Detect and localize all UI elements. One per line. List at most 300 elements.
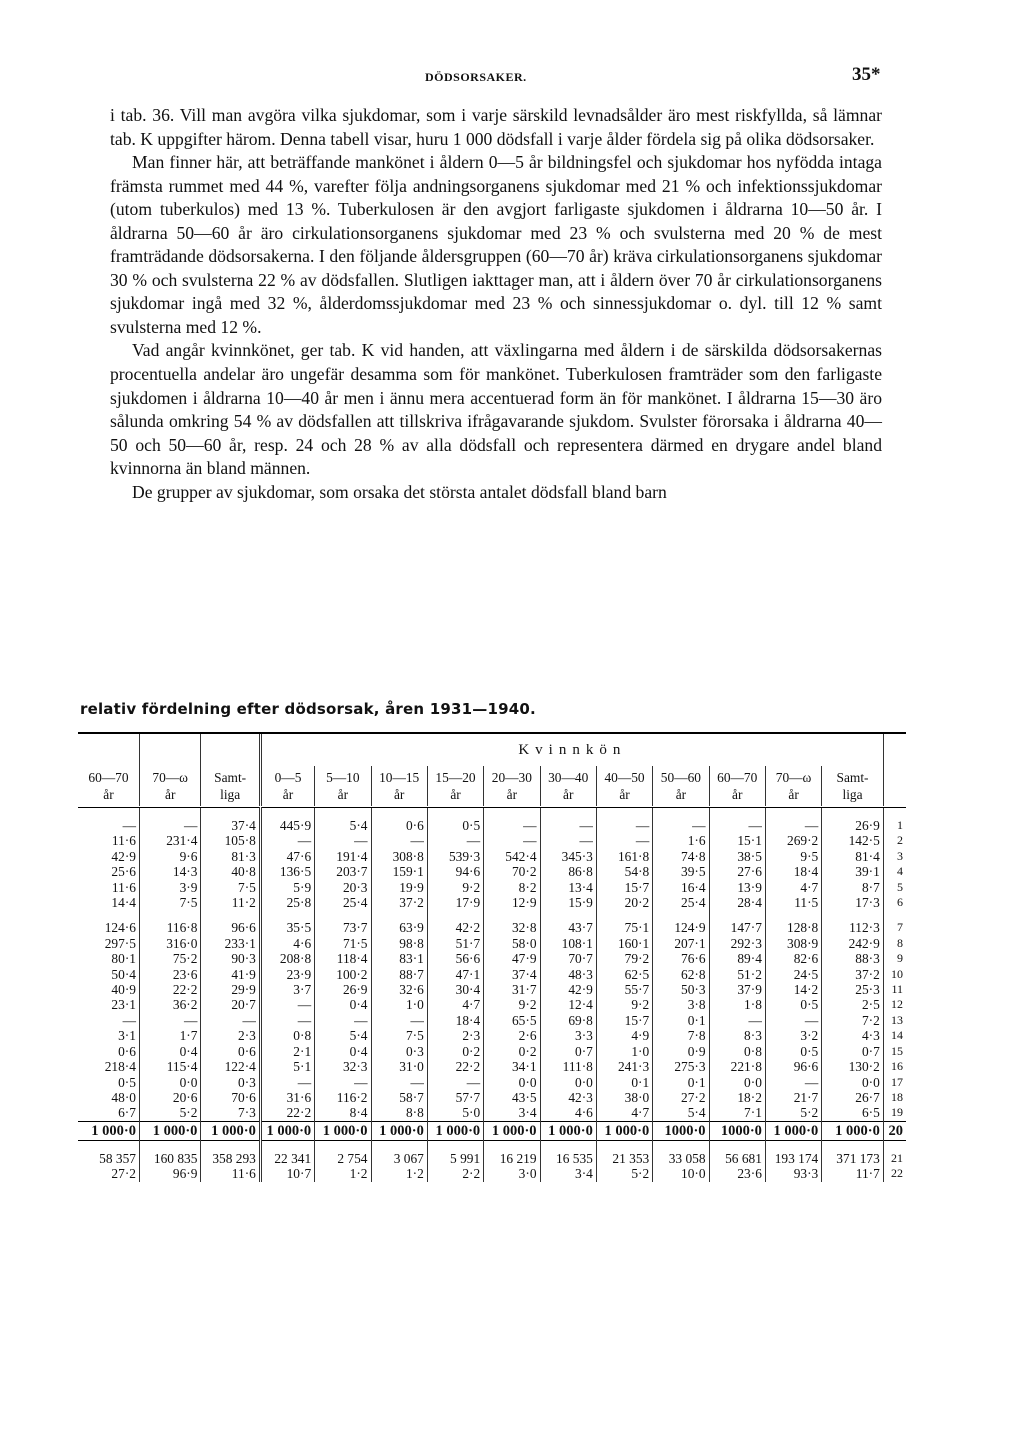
column-header-bottom: år <box>732 787 743 802</box>
table-cell: — <box>139 818 200 833</box>
table-cell: 33 058 <box>653 1151 709 1166</box>
table-cell: 7·5 <box>201 880 260 895</box>
table-cell: 159·1 <box>371 864 427 879</box>
table-cell: 7·5 <box>371 1028 427 1043</box>
table-cell: 0·4 <box>315 997 371 1012</box>
column-header-bottom: år <box>619 787 630 802</box>
table-cell: 25·4 <box>315 895 371 910</box>
table-cell: 147·7 <box>709 920 765 935</box>
table-cell: 15·7 <box>596 1013 652 1028</box>
table-cell: 23·6 <box>139 967 200 982</box>
table-cell: — <box>315 1075 371 1090</box>
table-cell: 275·3 <box>653 1059 709 1074</box>
column-header-top: 70—ω <box>775 770 812 785</box>
table-cell: 75·2 <box>139 951 200 966</box>
table-cell: 0·8 <box>709 1044 765 1059</box>
table-cell: 17·3 <box>822 895 884 910</box>
table-cell: 0·1 <box>653 1075 709 1090</box>
table-cell: 0·6 <box>201 1044 260 1059</box>
column-header-bottom: år <box>506 787 518 802</box>
table-cell: 12·4 <box>540 997 596 1012</box>
column-header-top: 5—10 <box>326 770 360 785</box>
column-header-bottom: år <box>103 787 114 802</box>
table-cell: — <box>427 1075 483 1090</box>
column-header-top: 40—50 <box>604 770 645 785</box>
table-row <box>78 982 906 997</box>
table-cell: 7·5 <box>139 895 200 910</box>
column-header-top: 70—ω <box>152 770 188 785</box>
row-number: 20 <box>883 1121 906 1140</box>
table-cell: 14·3 <box>139 864 200 879</box>
table-cell: 5·4 <box>315 818 371 833</box>
table-cell: — <box>709 1013 765 1028</box>
table-cell: 2 754 <box>315 1151 371 1166</box>
row-number: 13 <box>891 1012 903 1027</box>
table-cell: 37·4 <box>201 818 260 833</box>
column-header-bottom: år <box>675 787 687 802</box>
table-cell: 7·3 <box>201 1105 260 1121</box>
table-cell: 7·1 <box>709 1105 765 1121</box>
table-cell: 316·0 <box>139 936 200 951</box>
table-cell: 42·9 <box>540 982 596 997</box>
column-header <box>653 766 709 806</box>
table-cell: 1·2 <box>315 1166 371 1181</box>
table-row <box>78 864 906 879</box>
column-header <box>596 766 652 806</box>
table-cell: 1 000·0 <box>315 1121 371 1140</box>
table-cell: 111·8 <box>540 1059 596 1074</box>
table-cell: 193 174 <box>765 1151 821 1166</box>
table-cell: 48·3 <box>540 967 596 982</box>
table-cell: 3·1 <box>78 1028 139 1043</box>
column-header-top: 60—70 <box>88 770 129 785</box>
table-cell: 3·9 <box>139 880 200 895</box>
table-cell: 5·1 <box>260 1059 314 1074</box>
table-cell: 51·2 <box>709 967 765 982</box>
table-cell: 27·2 <box>653 1090 709 1105</box>
table-cell: 2·6 <box>484 1028 540 1043</box>
table-cell: 269·2 <box>765 833 821 848</box>
table-cell: 10·0 <box>653 1166 709 1181</box>
table-cell: 70·2 <box>484 864 540 879</box>
table-cell: 79·2 <box>596 951 652 966</box>
table-cell: 0·5 <box>765 997 821 1012</box>
table-cell: 81·3 <box>201 849 260 864</box>
table-cell: 4·6 <box>540 1105 596 1121</box>
table-cell: 5·2 <box>596 1166 652 1181</box>
table-cell: 1 000·0 <box>427 1121 483 1140</box>
table-cell: 345·3 <box>540 849 596 864</box>
table-cell: 218·4 <box>78 1059 139 1074</box>
table-cell: 15·7 <box>596 880 652 895</box>
table-row <box>78 1044 906 1059</box>
row-number: 4 <box>897 864 903 879</box>
table-cell: 80·1 <box>78 951 139 966</box>
table-cell: 31·0 <box>371 1059 427 1074</box>
table-cell: 12·9 <box>484 895 540 910</box>
table-row <box>78 1090 906 1105</box>
table-cell: 69·8 <box>540 1013 596 1028</box>
table-cell: 73·7 <box>315 920 371 935</box>
table-cell: 25·4 <box>653 895 709 910</box>
table-cell: 88·3 <box>822 951 884 966</box>
table-cell: 47·1 <box>427 967 483 982</box>
row-number: 8 <box>897 935 903 950</box>
table-cell: 1 000·0 <box>822 1121 884 1140</box>
table-cell: 233·1 <box>201 936 260 951</box>
table-cell: 1 000·0 <box>139 1121 200 1140</box>
table-cell: 89·4 <box>709 951 765 966</box>
column-header <box>78 766 139 806</box>
table-cell: 6·5 <box>822 1105 884 1121</box>
table-cell: 76·6 <box>653 951 709 966</box>
table-cell: 28·4 <box>709 895 765 910</box>
table-cell: 43·7 <box>540 920 596 935</box>
row-number: 16 <box>891 1059 903 1074</box>
table-cell: — <box>315 1013 371 1028</box>
table-cell: 18·4 <box>427 1013 483 1028</box>
table-cell: 31·6 <box>260 1090 314 1105</box>
table-cell: 20·7 <box>201 997 260 1012</box>
table-cell: — <box>484 818 540 833</box>
table-cell: 3·4 <box>540 1166 596 1181</box>
table-cell: 14·2 <box>765 982 821 997</box>
table-cell: 0·3 <box>371 1044 427 1059</box>
table-cell: 65·5 <box>484 1013 540 1028</box>
table-cell: 58·0 <box>484 936 540 951</box>
table-row <box>78 1166 906 1181</box>
table-cell: — <box>765 1013 821 1028</box>
table-cell: 0·6 <box>371 818 427 833</box>
table-cell: 37·2 <box>371 895 427 910</box>
table-cell: 8·4 <box>315 1105 371 1121</box>
table-cell: 38·0 <box>596 1090 652 1105</box>
table-cell: 2·5 <box>822 997 884 1012</box>
table-cell: 2·3 <box>427 1028 483 1043</box>
table-cell: 116·8 <box>139 920 200 935</box>
row-number: 12 <box>891 997 903 1012</box>
table-cell: 221·8 <box>709 1059 765 1074</box>
table-cell: 71·5 <box>315 936 371 951</box>
table-cell: — <box>260 1013 314 1028</box>
column-header-bottom: år <box>450 787 461 802</box>
row-number: 19 <box>891 1105 903 1120</box>
table-cell: — <box>260 997 314 1012</box>
table-cell: 26·9 <box>822 818 884 833</box>
table-cell: 26·7 <box>822 1090 884 1105</box>
column-header <box>371 766 427 806</box>
row-number: 5 <box>897 879 903 894</box>
table-cell: 1·6 <box>653 833 709 848</box>
column-header-top: Samt- <box>214 770 247 785</box>
table-caption: relativ fördelning efter dödsorsak, åren 1931—1940. <box>80 700 536 718</box>
table-cell: 208·8 <box>260 951 314 966</box>
column-header-row <box>78 766 906 806</box>
table-cell: 3 067 <box>371 1151 427 1166</box>
table-cell: 94·6 <box>427 864 483 879</box>
table-cell: 24·5 <box>765 967 821 982</box>
table-cell: 0·2 <box>427 1044 483 1059</box>
row-number: 3 <box>897 848 903 863</box>
table-cell: 42·3 <box>540 1090 596 1105</box>
column-header-bottom: år <box>165 787 176 802</box>
table-cell: — <box>139 1013 200 1028</box>
column-header-top: 15—20 <box>435 770 476 785</box>
row-number: 9 <box>897 951 903 966</box>
table-cell: 308·8 <box>371 849 427 864</box>
table-cell: 539·3 <box>427 849 483 864</box>
table-cell: 47·6 <box>260 849 314 864</box>
table-cell: 160·1 <box>596 936 652 951</box>
table-cell: 3·8 <box>653 997 709 1012</box>
table-row <box>78 951 906 966</box>
table-cell: 1000·0 <box>653 1121 709 1140</box>
table-cell: 32·8 <box>484 920 540 935</box>
table-cell: 25·6 <box>78 864 139 879</box>
column-header-top: 50—60 <box>660 770 701 785</box>
column-header-bottom: år <box>788 787 799 802</box>
table-cell: 48·0 <box>78 1090 139 1105</box>
table-row <box>78 1151 906 1166</box>
table-cell: 160 835 <box>139 1151 200 1166</box>
table-cell: — <box>596 833 652 848</box>
row-number: 18 <box>891 1089 903 1104</box>
table-cell: 5·4 <box>653 1105 709 1121</box>
table-cell: 81·4 <box>822 849 884 864</box>
table-cell: 16 219 <box>484 1151 540 1166</box>
table-cell: 5·2 <box>139 1105 200 1121</box>
table-cell: 23·9 <box>260 967 314 982</box>
row-number: 1 <box>897 818 903 832</box>
table-cell: 118·4 <box>315 951 371 966</box>
table-cell: — <box>540 833 596 848</box>
table-cell: 58 357 <box>78 1151 139 1166</box>
table-cell: 371 173 <box>822 1151 884 1166</box>
table-cell: 0·7 <box>540 1044 596 1059</box>
table-cell: 0·0 <box>822 1075 884 1090</box>
table-cell: 11·6 <box>201 1166 260 1181</box>
table-cell: — <box>201 1013 260 1028</box>
table-cell: 3·0 <box>484 1166 540 1181</box>
table-cell: 11·7 <box>822 1166 884 1181</box>
table-cell: 1 000·0 <box>78 1121 139 1140</box>
table-cell: 4·7 <box>596 1105 652 1121</box>
table-cell: 358 293 <box>201 1151 260 1166</box>
table-cell: 0·0 <box>540 1075 596 1090</box>
column-header-bottom: år <box>393 787 405 802</box>
table-cell: 29·9 <box>201 982 260 997</box>
table-cell: 0·5 <box>427 818 483 833</box>
table-cell: 191·4 <box>315 849 371 864</box>
table-cell: 22·2 <box>139 982 200 997</box>
table-row <box>78 895 906 910</box>
table-cell: 1 000·0 <box>201 1121 260 1140</box>
table-cell: 5·2 <box>765 1105 821 1121</box>
column-header-bottom: år <box>563 787 574 802</box>
table-cell: 112·3 <box>822 920 884 935</box>
table-cell: 0·2 <box>484 1044 540 1059</box>
table-cell: 34·1 <box>484 1059 540 1074</box>
column-header <box>315 766 371 806</box>
table-cell: 22·2 <box>260 1105 314 1121</box>
table-cell: 5 991 <box>427 1151 483 1166</box>
table-cell: 14·4 <box>78 895 139 910</box>
table-cell: 2·1 <box>260 1044 314 1059</box>
table-cell: — <box>596 818 652 833</box>
table-cell: 9·2 <box>596 997 652 1012</box>
table-cell: 58·7 <box>371 1090 427 1105</box>
table-cell: 292·3 <box>709 936 765 951</box>
table-cell: 70·7 <box>540 951 596 966</box>
row-number: 7 <box>897 920 903 935</box>
table-cell: 1·8 <box>709 997 765 1012</box>
table-cell: 445·9 <box>260 818 314 833</box>
table-cell: 11·5 <box>765 895 821 910</box>
table-cell: 203·7 <box>315 864 371 879</box>
table-cell: 308·9 <box>765 936 821 951</box>
table-cell: 10·7 <box>260 1166 314 1181</box>
table-cell: 50·4 <box>78 967 139 982</box>
table-cell: 4·6 <box>260 936 314 951</box>
table-cell: 42·2 <box>427 920 483 935</box>
table-cell: — <box>540 818 596 833</box>
table-cell: 3·4 <box>484 1105 540 1121</box>
table-cell: 9·5 <box>765 849 821 864</box>
column-header <box>201 766 260 806</box>
table-cell: — <box>260 1075 314 1090</box>
table-cell: 43·5 <box>484 1090 540 1105</box>
table-cell: — <box>371 1075 427 1090</box>
table-cell: 2·2 <box>427 1166 483 1181</box>
table-cell: 37·9 <box>709 982 765 997</box>
table-cell: 50·3 <box>653 982 709 997</box>
table-cell: 62·8 <box>653 967 709 982</box>
column-header <box>709 766 765 806</box>
page-header <box>0 64 1024 88</box>
table-cell: 21 353 <box>596 1151 652 1166</box>
table-cell: 1 000·0 <box>765 1121 821 1140</box>
table-cell: 56 681 <box>709 1151 765 1166</box>
table-cell: 25·3 <box>822 982 884 997</box>
table-cell: 20·2 <box>596 895 652 910</box>
table-cell: 36·2 <box>139 997 200 1012</box>
table-row <box>78 1028 906 1043</box>
table-cell: 41·9 <box>201 967 260 982</box>
paragraph: i tab. 36. Vill man avgöra vilka sjukdomar, som i varje särskild levnadsålder äro mest riskfyllda, så lämnar tab. K uppgifter härom. Denna tabell visar, huru 1 000 dödsfall i varje ålder fördela sig på olika dödsorsaker. <box>110 105 882 149</box>
table-cell: 100·2 <box>315 967 371 982</box>
table-row <box>78 967 906 982</box>
table-cell: 8·2 <box>484 880 540 895</box>
table-cell: 0·1 <box>596 1075 652 1090</box>
row-number: 17 <box>891 1074 903 1089</box>
table-cell: 13·4 <box>540 880 596 895</box>
column-header-top: 20—30 <box>491 770 532 785</box>
row-number: 21 <box>891 1150 903 1165</box>
body-text <box>110 104 882 504</box>
table-cell: 32·6 <box>371 982 427 997</box>
column-header-top: 30—40 <box>548 770 589 785</box>
table-cell: 4·7 <box>427 997 483 1012</box>
paragraph: De grupper av sjukdomar, som orsaka det största antalet dödsfall bland barn <box>132 481 667 502</box>
table-cell: 35·5 <box>260 920 314 935</box>
table-cell: 7·2 <box>822 1013 884 1028</box>
table-cell: 0·6 <box>78 1044 139 1059</box>
table-cell: — <box>371 1013 427 1028</box>
table-cell: 116·2 <box>315 1090 371 1105</box>
table-cell: 13·9 <box>709 880 765 895</box>
table-cell: 115·4 <box>139 1059 200 1074</box>
table-cell: 3·2 <box>765 1028 821 1043</box>
table-cell: 23·1 <box>78 997 139 1012</box>
table-cell: 16 535 <box>540 1151 596 1166</box>
table-cell: 231·4 <box>139 833 200 848</box>
table-cell: 15·1 <box>709 833 765 848</box>
table-cell: 5·9 <box>260 880 314 895</box>
row-number: 22 <box>891 1166 903 1181</box>
table-cell: 88·7 <box>371 967 427 982</box>
table-row <box>78 1059 906 1074</box>
table-cell: 8·3 <box>709 1028 765 1043</box>
table-cell: 136·5 <box>260 864 314 879</box>
table-cell: 96·9 <box>139 1166 200 1181</box>
table-cell: 0·3 <box>201 1075 260 1090</box>
table-cell: 39·5 <box>653 864 709 879</box>
table-cell: 542·4 <box>484 849 540 864</box>
table-cell: 96·6 <box>201 920 260 935</box>
table-cell: 5·4 <box>315 1028 371 1043</box>
table-cell: 3·7 <box>260 982 314 997</box>
table-row <box>78 997 906 1012</box>
table-cell: 1 000·0 <box>260 1121 314 1140</box>
table-cell: 0·0 <box>139 1075 200 1090</box>
table-cell: — <box>427 833 483 848</box>
table-row <box>78 1121 906 1140</box>
table-cell: 39·1 <box>822 864 884 879</box>
row-number: 2 <box>897 833 903 848</box>
table-cell: 0·1 <box>653 1013 709 1028</box>
table-cell: 23·6 <box>709 1166 765 1181</box>
table-cell: — <box>78 1013 139 1028</box>
cause-of-death-table <box>78 734 906 1182</box>
table-cell: 1 000·0 <box>371 1121 427 1140</box>
row-number: 10 <box>891 966 903 981</box>
table-cell: 30·4 <box>427 982 483 997</box>
table-cell: 15·9 <box>540 895 596 910</box>
table-cell: 242·9 <box>822 936 884 951</box>
table-cell: 62·5 <box>596 967 652 982</box>
table-row <box>78 1013 906 1028</box>
row-number: 6 <box>897 895 903 910</box>
table-cell: 18·2 <box>709 1090 765 1105</box>
table-cell: 38·5 <box>709 849 765 864</box>
table-cell: 82·6 <box>765 951 821 966</box>
table-cell: — <box>709 818 765 833</box>
table-cell: 9·2 <box>484 997 540 1012</box>
table-cell: 17·9 <box>427 895 483 910</box>
table-cell: 124·6 <box>78 920 139 935</box>
table-cell: 57·7 <box>427 1090 483 1105</box>
running-title: DÖDSORSAKER. <box>425 70 527 84</box>
column-header-bottom: år <box>337 787 349 802</box>
column-header <box>427 766 483 806</box>
table-cell: 8·7 <box>822 880 884 895</box>
table-row <box>78 849 906 864</box>
table-cell: 1·7 <box>139 1028 200 1043</box>
column-header-top: 10—15 <box>379 770 420 785</box>
table-cell: 96·6 <box>765 1059 821 1074</box>
column-header-top: 60—70 <box>717 770 758 785</box>
table-cell: 1 000·0 <box>596 1121 652 1140</box>
